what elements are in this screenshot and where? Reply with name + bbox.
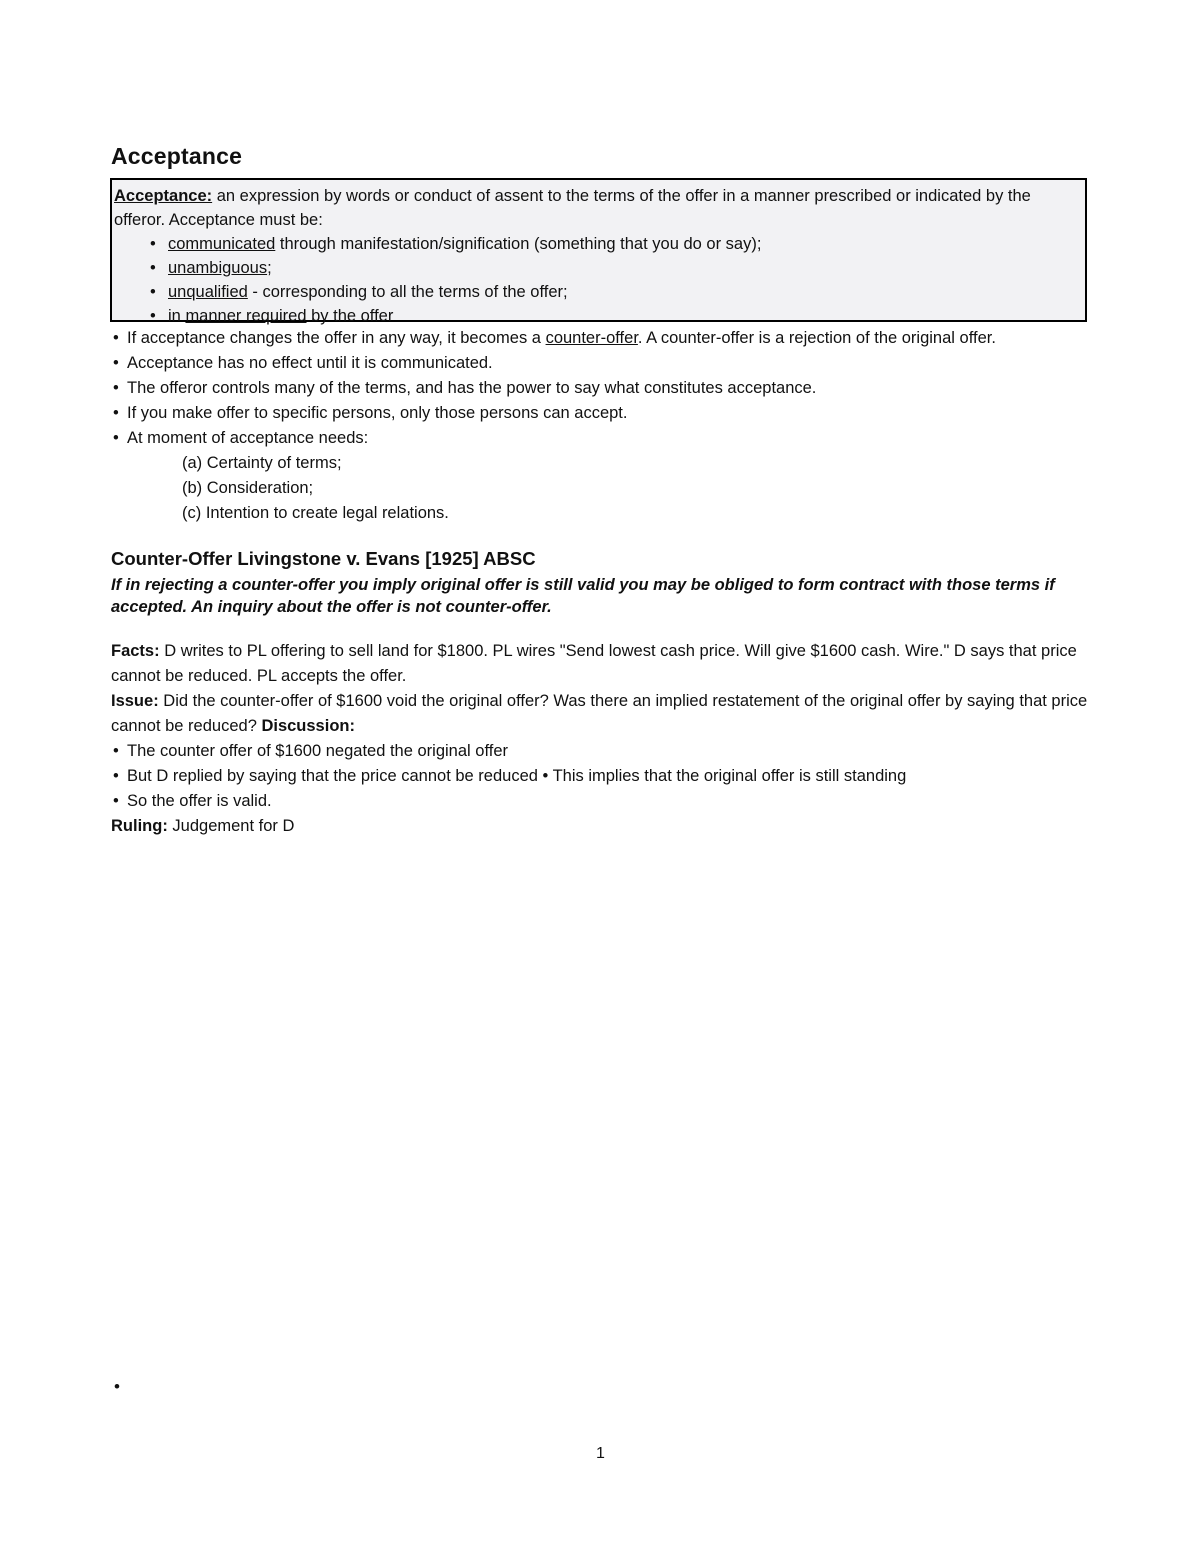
ruling-label: Ruling: <box>111 817 168 835</box>
list-item: • So the offer is valid. <box>111 789 1101 814</box>
list-item <box>150 280 1079 304</box>
sub-item: (b) Consideration; <box>182 479 314 497</box>
sub-item: (c) Intention to create legal relations. <box>182 504 449 522</box>
facts-text: D writes to PL offering to sell land for $1800. PL wires "Send lowest cash price. Will give $1600 cash. Wire." D says that price cannot be reduced. PL accepts the offer. <box>111 642 1077 685</box>
facts-paragraph <box>111 639 1101 689</box>
item-text: - corresponding to all the terms of the offer; <box>247 283 568 301</box>
list-item: • The offeror controls many of the terms, and has the power to say what constitutes acceptance. <box>111 376 1101 401</box>
page-number: 1 <box>596 1445 605 1462</box>
list-item <box>150 256 1079 280</box>
item-text: through manifestation/signification (something that you do or say); <box>275 235 762 253</box>
definition-requirements <box>114 232 1079 328</box>
ruling-text: Judgement for D <box>167 817 295 835</box>
ruling-paragraph <box>111 814 1101 839</box>
list-item: • The counter offer of $1600 negated the original offer <box>111 739 1101 764</box>
item-text: ; <box>267 259 272 277</box>
case-title: Counter-Offer Livingstone v. Evans [1925] ABSC <box>111 548 536 569</box>
case-body <box>111 639 1101 839</box>
list-item: • At moment of acceptance needs: <box>111 426 1101 451</box>
sub-item: (a) Certainty of terms; <box>182 454 342 472</box>
discussion-label: Discussion: <box>261 717 355 735</box>
list-item <box>111 326 1101 351</box>
list-item <box>150 304 1079 328</box>
stray-bullet: • <box>114 1377 120 1396</box>
item-key-term: communicated <box>168 235 276 253</box>
point-key-term: counter-offer <box>545 329 638 347</box>
list-item: • If you make offer to specific persons, only those persons can accept. <box>111 401 1101 426</box>
issue-text: Did the counter-offer of $1600 void the original offer? Was there an implied restatement of the original offer by saying that price cannot be reduced? <box>111 692 1088 735</box>
list-item <box>150 232 1079 256</box>
page-title: Acceptance <box>111 143 243 169</box>
item-key-term: unqualified <box>168 283 248 301</box>
item-prefix: in <box>168 307 186 325</box>
list-item: • But D replied by saying that the price cannot be reduced • This implies that the original offer is still standing <box>111 764 1101 789</box>
definition-term: Acceptance: <box>114 187 213 205</box>
list-item: • Acceptance has no effect until it is communicated. <box>111 351 1101 376</box>
facts-label: Facts: <box>111 642 160 660</box>
acceptance-points <box>111 326 1101 526</box>
point-text: . A counter-offer is a rejection of the original offer. <box>637 329 996 347</box>
issue-paragraph <box>111 689 1101 739</box>
item-key-term: manner required <box>185 307 307 325</box>
item-text: by the offer <box>306 307 394 325</box>
definition-box <box>110 178 1087 325</box>
point-text: If acceptance changes the offer in any way, it becomes a <box>127 329 546 347</box>
case-principle: If in rejecting a counter-offer you imply original offer is still valid you may be obliged to form contract with those terms if accepted. An inquiry about the offer is not counter-offer. <box>111 576 1055 616</box>
item-key-term: unambiguous <box>168 259 268 277</box>
issue-label: Issue: <box>111 692 159 710</box>
definition-lead <box>114 184 1079 232</box>
definition-text: an expression by words or conduct of assent to the terms of the offer in a manner prescribed or indicated by the offeror. Acceptance must be: <box>114 187 1031 229</box>
